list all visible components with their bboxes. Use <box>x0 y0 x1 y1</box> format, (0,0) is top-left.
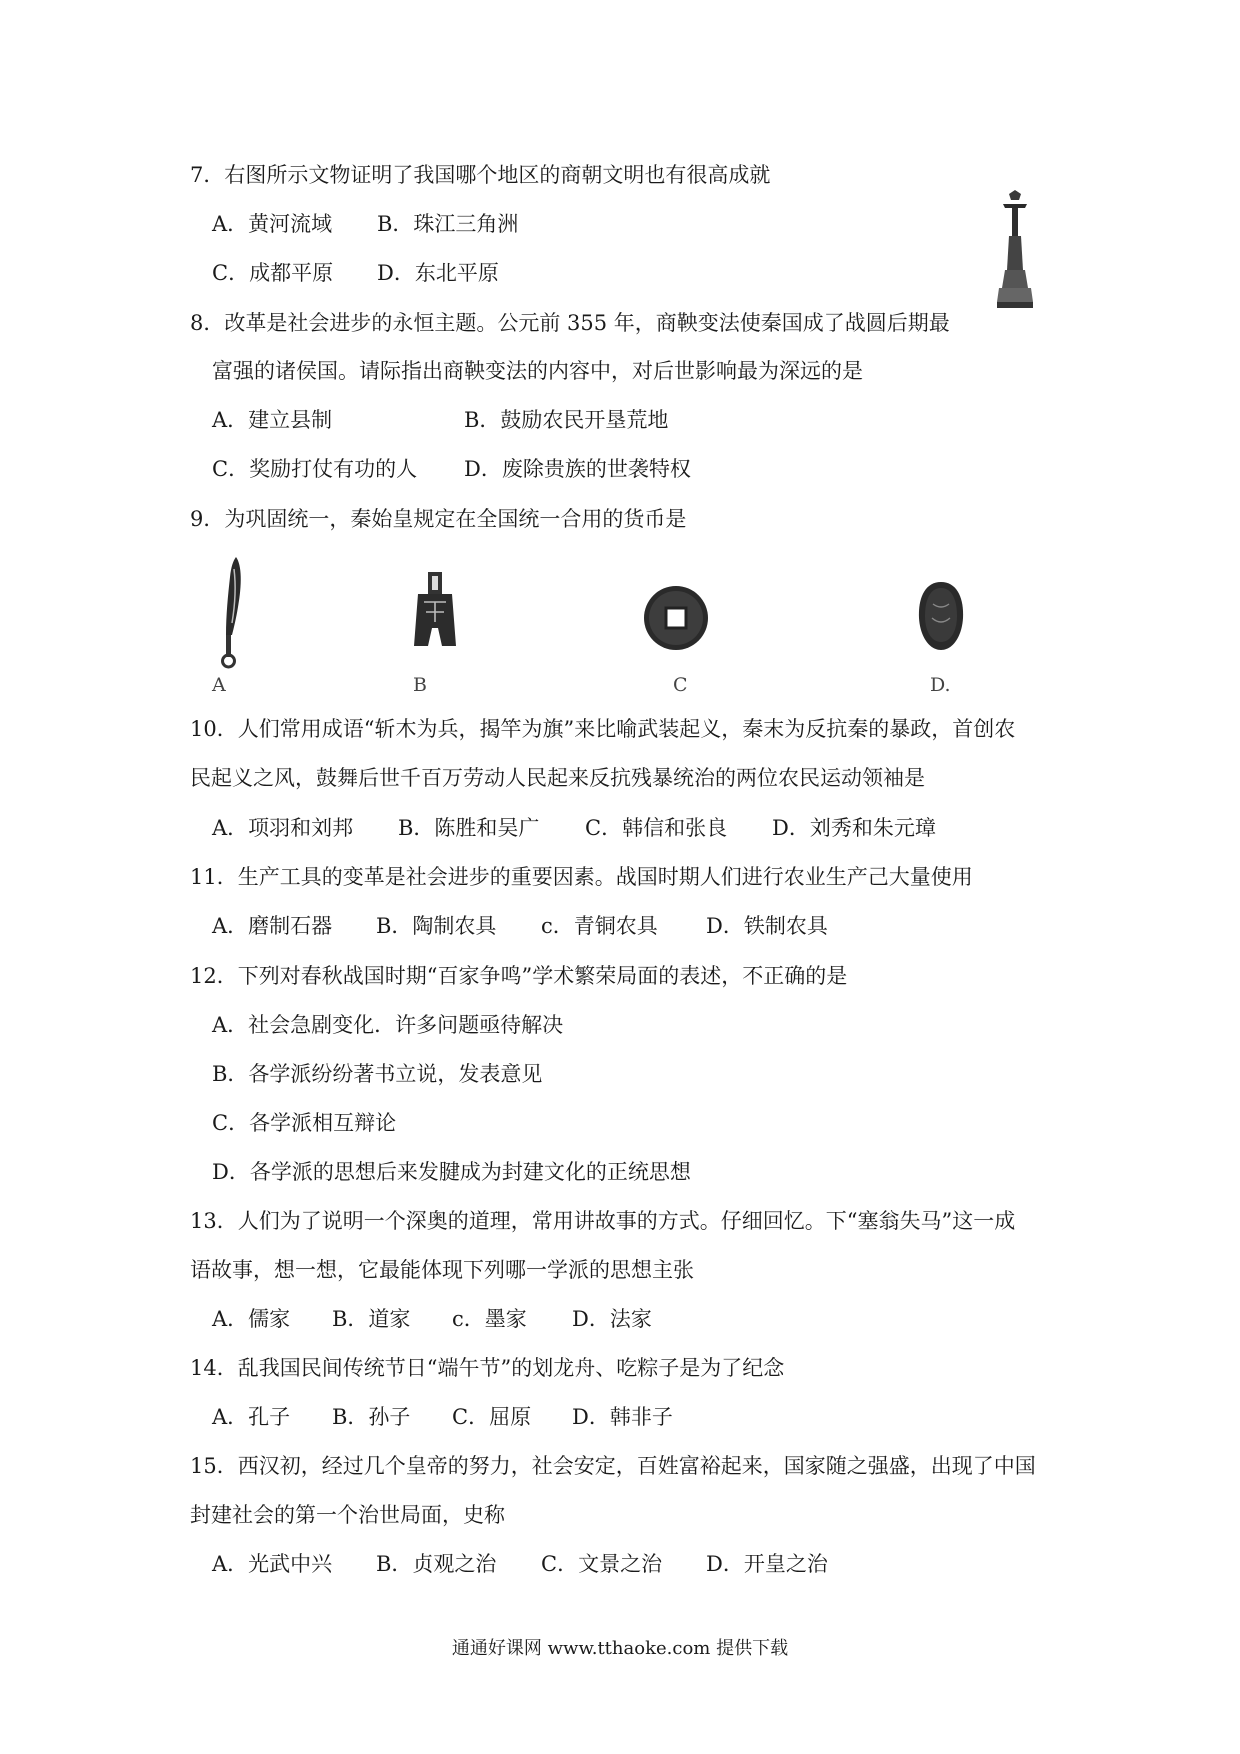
q14-option-d: D．韩非子 <box>572 1405 673 1429</box>
q15-option-d: D．开皇之治 <box>706 1552 828 1576</box>
q12-option-d: D．各学派的思想后来发腱成为封建文化的正统思想 <box>212 1160 691 1184</box>
q13-option-d: D．法家 <box>572 1307 652 1331</box>
q14-option-b: B．孙子 <box>332 1405 411 1429</box>
coin-label-d: D. <box>930 674 951 696</box>
q12-option-b: B．各学派纷纷著书立说，发表意见 <box>212 1062 543 1086</box>
q10-stem-line1: 10．人们常用成语“斩木为兵，揭竿为旗”来比喻武装起义，秦末为反抗秦的暴政，首创农 <box>190 717 1016 741</box>
shell-coin-image <box>917 580 965 652</box>
q8-option-c: C．奖励打仗有功的人 <box>212 457 418 481</box>
q10-option-a: A．项羽和刘邦 <box>212 816 354 840</box>
q7-option-b: B．珠江三角洲 <box>377 212 519 236</box>
q12-option-a: A．社会急剧变化．许多问题亟待解决 <box>212 1013 564 1037</box>
q11-option-c: c．青铜农具 <box>541 914 658 938</box>
coin-label-b: B <box>413 674 427 696</box>
q7-option-c: C．成都平原 <box>212 261 334 285</box>
q7-stem: 7．右图所示文物证明了我国哪个地区的商朝文明也有很高成就 <box>190 163 771 187</box>
q11-option-b: B．陶制农具 <box>376 914 497 938</box>
q11-option-a: A．磨制石器 <box>212 914 333 938</box>
q13-option-a: A．儒家 <box>212 1307 291 1331</box>
q14-option-a: A．孔子 <box>212 1405 291 1429</box>
coin-label-a: A <box>212 674 226 696</box>
q7-option-a: A．黄河流域 <box>212 212 333 236</box>
q8-stem-line1: 8．改革是社会进步的永恒主题。公元前 355 年，商鞅变法使秦国成了战圆后期最 <box>190 311 950 335</box>
q15-stem-line1: 15．西汉初，经过几个皇帝的努力，社会安定，百姓富裕起来，国家随之强盛，出现了中国 <box>190 1454 1036 1478</box>
q12-stem: 12．下列对春秋战国时期“百家争鸣”学术繁荣局面的表述，不正确的是 <box>190 964 848 988</box>
q8-option-b: B．鼓励农民开垦荒地 <box>464 408 669 432</box>
q10-option-b: B．陈胜和吴广 <box>398 816 540 840</box>
q10-option-c: C．韩信和张良 <box>585 816 728 840</box>
q8-option-d: D．废除贵族的世袭特权 <box>464 457 691 481</box>
round-coin-image <box>643 585 709 651</box>
q11-option-d: D．铁制农具 <box>706 914 828 938</box>
q8-option-a: A．建立县制 <box>212 408 333 432</box>
q11-stem: 11．生产工具的变革是社会进步的重要因素。战国时期人们进行农业生产己大量使用 <box>190 865 973 889</box>
q15-option-b: B．贞观之治 <box>376 1552 497 1576</box>
q14-option-c: C．屈原 <box>452 1405 532 1429</box>
q14-stem: 14．乱我国民间传统节日“端午节”的划龙舟、吃粽子是为了纪念 <box>190 1356 785 1380</box>
page-footer-source: 通通好课网 www.tthaoke.com 提供下载 <box>451 1638 789 1659</box>
bronze-figure-image <box>995 190 1035 310</box>
q8-stem-line2: 富强的诸侯国。请际指出商鞅变法的内容中，对后世影响最为深远的是 <box>212 359 863 383</box>
q10-stem-line2: 民起义之风，鼓舞后世千百万劳动人民起来反抗残暴统治的两位农民运动领袖是 <box>190 766 925 790</box>
q10-option-d: D．刘秀和朱元璋 <box>772 816 936 840</box>
q13-stem-line1: 13．人们为了说明一个深奥的道理，常用讲故事的方式。仔细回忆。下“塞翁失马”这一成 <box>190 1209 1016 1233</box>
knife-coin-image <box>212 555 252 670</box>
q12-option-c: C．各学派相互辩论 <box>212 1111 397 1135</box>
q13-option-c: c．墨家 <box>452 1307 527 1331</box>
q13-stem-line2: 语故事，想一想，它最能体现下列哪一学派的思想主张 <box>190 1258 694 1282</box>
spade-coin-image <box>412 572 458 648</box>
q7-option-d: D．东北平原 <box>377 261 499 285</box>
coin-label-c: C <box>673 674 688 696</box>
q15-stem-line2: 封建社会的第一个治世局面，史称 <box>190 1503 505 1527</box>
q15-option-c: C．文景之治 <box>541 1552 663 1576</box>
q9-stem: 9．为巩固统一，秦始皇规定在全国统一合用的货币是 <box>190 507 687 531</box>
q15-option-a: A．光武中兴 <box>212 1552 333 1576</box>
q13-option-b: B．道家 <box>332 1307 411 1331</box>
